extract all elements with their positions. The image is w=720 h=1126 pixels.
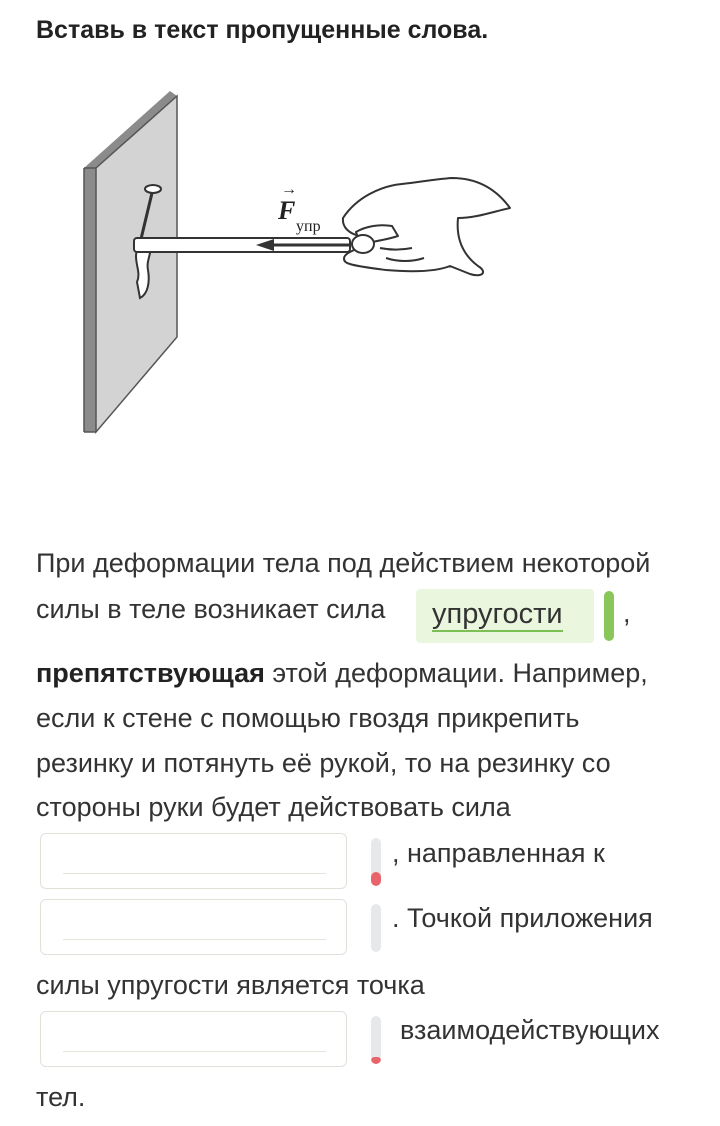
answer-blank-1[interactable] xyxy=(40,833,347,889)
svg-text:→: → xyxy=(281,181,297,198)
text-line-2: силы в теле возникает сила xyxy=(36,594,386,624)
text-line-4: если к стене с помощью гвоздя прикрепить xyxy=(36,703,580,733)
text-line-3-rest: этой деформации. Например, xyxy=(264,658,648,688)
text-line-11: тел. xyxy=(36,1082,86,1112)
bold-word: препятствующая xyxy=(36,658,265,688)
text-after-blank-1: , направленная к xyxy=(392,838,605,868)
status-indicator-2 xyxy=(371,904,381,952)
text-line-3 xyxy=(36,656,648,690)
answer-blank-2[interactable] xyxy=(40,899,347,955)
text-line-9: силы упругости является точка xyxy=(36,970,425,1000)
answer-blank-3[interactable] xyxy=(40,1011,347,1067)
physics-illustration xyxy=(80,86,520,436)
force-symbol: F xyxy=(278,196,296,225)
correct-indicator xyxy=(604,591,614,641)
force-subscript: упр xyxy=(296,218,321,235)
text-line-6: стороны руки будет действовать сила xyxy=(36,792,511,822)
status-indicator-3 xyxy=(371,1016,381,1064)
hand xyxy=(343,178,510,275)
task-title: Вставь в текст пропущенные слова. xyxy=(36,16,489,44)
text-line-5: резинку и потянуть её рукой, то на резинку со xyxy=(36,748,611,778)
text-after-blank-2: . Точкой приложения xyxy=(392,903,653,933)
text-comma: , xyxy=(623,598,631,628)
status-indicator-1 xyxy=(371,838,381,886)
answer-filled[interactable] xyxy=(416,589,594,643)
text-line-1: При деформации тела под действием некоторой xyxy=(36,548,651,578)
answer-filled-text: упругости xyxy=(432,598,563,630)
text-after-blank-3: взаимодействующих xyxy=(400,1015,660,1045)
